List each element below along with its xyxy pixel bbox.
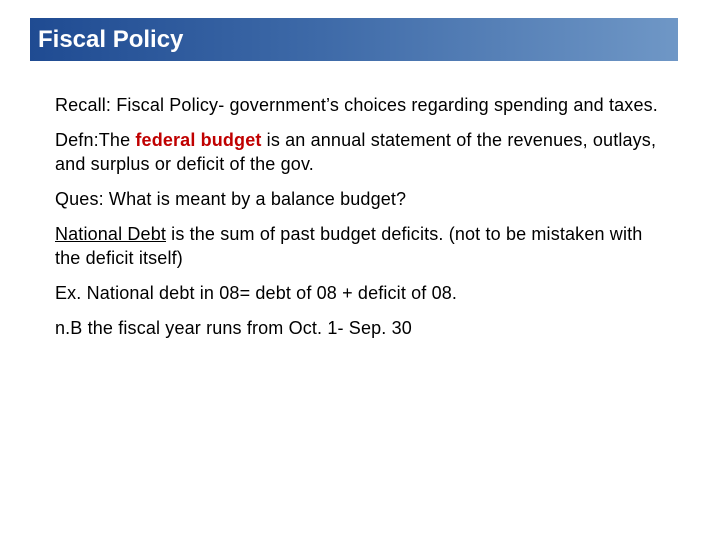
national-debt-term: National Debt: [55, 224, 167, 244]
question-paragraph: Ques: What is meant by a balance budget?: [55, 189, 407, 209]
recall-paragraph: Recall: Fiscal Policy- government’s choices regarding spending and taxes.: [55, 95, 658, 115]
federal-budget-term: federal budget: [135, 130, 262, 150]
content-area: [55, 93, 665, 351]
national-debt-paragraph: [55, 222, 665, 270]
definition-prefix: Defn:The: [55, 130, 136, 150]
national-debt-definition: is the sum of past budget deficits. (not to be mistaken with the deficit itself): [55, 224, 643, 268]
page-title: Fiscal Policy: [38, 26, 184, 53]
fiscal-year-note: n.B the fiscal year runs from Oct. 1- Sep. 30: [55, 318, 412, 338]
definition-suffix: is an annual statement of the revenues, outlays, and surplus or deficit of the gov.: [55, 130, 657, 174]
example-paragraph: Ex. National debt in 08= debt of 08 + deficit of 08.: [55, 283, 458, 303]
definition-paragraph: [55, 128, 665, 176]
title-bar: [30, 18, 678, 61]
